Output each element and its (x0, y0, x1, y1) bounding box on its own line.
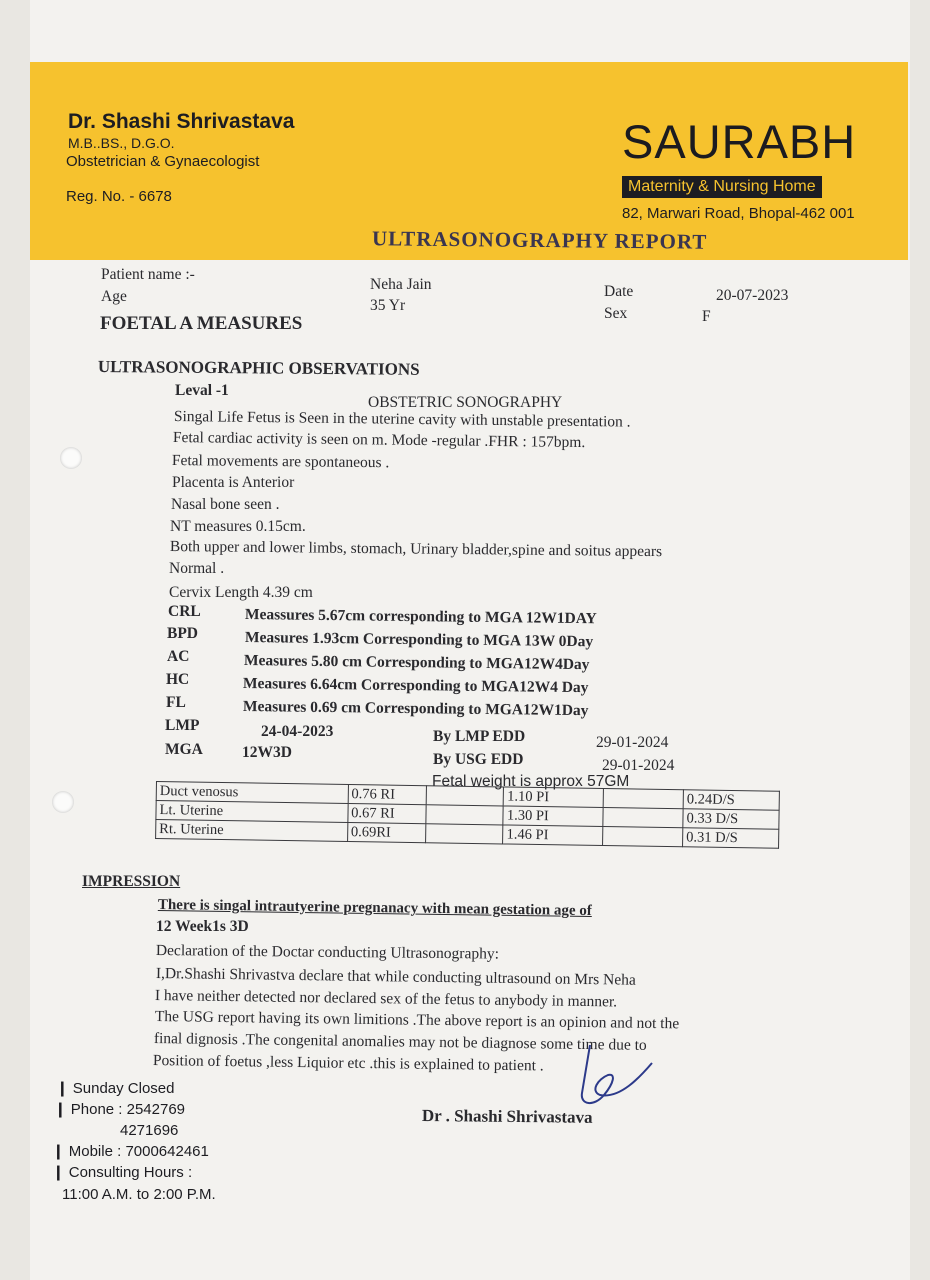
empty-cell (603, 789, 683, 809)
doctor-degrees: M.B..BS., D.G.O. (68, 135, 175, 151)
doctor-specialty: Obstetrician & Gynaecologist (66, 153, 260, 170)
measure-text: Meassures 5.67cm corresponding to MGA 12W1DAY (244, 606, 597, 628)
pi-cell: 1.30 PI (503, 806, 603, 827)
measure-text: Measures 5.80 cm Corresponding to MGA12W4Day (243, 652, 590, 674)
observation-line: Normal . (169, 560, 225, 577)
usg-edd-value: 29-01-2024 (602, 757, 675, 774)
footer-mobile-text: Mobile : 7000642461 (68, 1143, 209, 1160)
empty-cell (426, 786, 504, 806)
observation-line: Nasal bone seen . (171, 496, 280, 513)
pi-cell: 1.10 PI (504, 787, 604, 808)
impression-line: There is singal intrautyerine pregnanacy with mean gestation age of (157, 897, 592, 920)
clinic-address: 82, Marwari Road, Bhopal-462 001 (622, 205, 855, 222)
date-label: Date (604, 283, 634, 300)
declaration-line: Position of foetus ,less Liquior etc .this is explained to patient . (152, 1052, 544, 1075)
observation-line: Both upper and lower limbs, stomach, Urinary bladder,spine and soitus appears (169, 538, 663, 561)
age-label: Age (101, 288, 127, 305)
declaration-line: The USG report having its own limitions .The above report is an opinion and not the (154, 1008, 680, 1033)
level: Leval -1 (175, 382, 229, 399)
lmp-value: 24-04-2023 (261, 723, 334, 740)
footer-hours-label: ❙ Consulting Hours : (52, 1164, 193, 1181)
measure-label: FL (166, 694, 186, 711)
report-date: 20-07-2023 (716, 287, 789, 304)
declaration-line: Declaration of the Doctar conducting Ultrasonography: (155, 942, 500, 963)
empty-cell (425, 805, 503, 825)
sonography-type: OBSTETRIC SONOGRAPHY (368, 394, 563, 411)
observation-line: Fetal movements are spontaneous . (171, 452, 390, 472)
pi-cell: 1.46 PI (503, 825, 603, 846)
footer-phone2: 4271696 (120, 1122, 179, 1139)
brand-logo: SAURABH (622, 115, 857, 168)
measure-label: AC (167, 648, 190, 665)
mga-value: 12W3D (242, 744, 292, 761)
doctor-name: Dr. Shashi Shrivastava (68, 110, 295, 133)
ri-cell: 0.67 RI (348, 804, 426, 824)
sex-label: Sex (604, 305, 628, 322)
measure-label: CRL (168, 603, 201, 620)
footer-mobile: ❙ Mobile : 7000642461 (52, 1143, 209, 1160)
patient-name: Neha Jain (370, 276, 432, 293)
declaration-line: I,Dr.Shashi Shrivastva declare that while conducting ultrasound on Mrs Neha (155, 965, 636, 989)
impression-heading: IMPRESSION (82, 873, 181, 890)
footer-sunday-text: Sunday Closed (72, 1080, 175, 1097)
vessel-cell: Rt. Uterine (156, 820, 348, 842)
observations-heading: ULTRASONOGRAPHIC OBSERVATIONS (97, 357, 420, 379)
empty-cell (425, 824, 503, 844)
impression-line: 12 Week1s 3D (156, 918, 249, 935)
section-heading: FOETAL A MEASURES (100, 313, 303, 334)
report-title: ULTRASONOGRAPHY REPORT (371, 226, 708, 254)
measure-label: HC (166, 671, 190, 688)
usg-edd-label: By USG EDD (433, 751, 524, 768)
registration-number: Reg. No. - 6678 (66, 188, 172, 205)
vessel-cell: Lt. Uterine (156, 801, 348, 823)
observation-line: Fetal cardiac activity is seen on m. Mode -regular .FHR : 157bpm. (172, 429, 586, 452)
lmp-label: LMP (165, 717, 200, 734)
lmp-edd-label: By LMP EDD (433, 728, 526, 745)
measure-text: Measures 0.69 cm Corresponding to MGA12W1Day (242, 698, 589, 720)
observation-line: Singal Life Fetus is Seen in the uterine cavity with unstable presentation . (173, 408, 631, 431)
observation-line: NT measures 0.15cm. (170, 518, 306, 535)
ri-cell: 0.69RI (347, 823, 425, 843)
lmp-edd-value: 29-01-2024 (596, 734, 669, 751)
footer-hours-label-text: Consulting Hours : (68, 1164, 193, 1181)
fetal-weight: Fetal weight is approx 57GM (432, 773, 630, 790)
brand-tagline: Maternity & Nursing Home (622, 176, 822, 198)
mga-label: MGA (165, 741, 203, 758)
patient-sex: F (702, 308, 711, 325)
empty-cell (603, 808, 683, 828)
patient-name-label: Patient name :- (101, 266, 195, 283)
declaration-line: final dignosis .The congenital anomalies may not be diagnose some time due to (153, 1030, 647, 1054)
measure-text: Measures 6.64cm Corresponding to MGA12W4 Day (242, 675, 589, 697)
declaration-line: I have neither detected nor declared sex of the fetus to anybody in manner. (154, 987, 618, 1011)
ds-cell: 0.24D/S (683, 790, 779, 811)
ri-cell: 0.76 RI (348, 785, 426, 805)
measure-label: BPD (167, 625, 198, 642)
signature-name: Dr . Shashi Shrivastava (421, 1106, 593, 1127)
doppler-table (155, 781, 780, 849)
patient-age: 35 Yr (370, 297, 406, 314)
vessel-cell: Duct venosus (156, 782, 348, 804)
ds-cell: 0.33 D/S (683, 809, 779, 830)
punch-hole (60, 447, 82, 469)
footer-hours: 11:00 A.M. to 2:00 P.M. (62, 1186, 216, 1203)
footer-phone-text: Phone : 2542769 (70, 1101, 186, 1118)
observation-line: Cervix Length 4.39 cm (169, 584, 313, 601)
ds-cell: 0.31 D/S (683, 828, 779, 849)
measure-text: Measures 1.93cm Corresponding to MGA 13W 0Day (244, 629, 594, 651)
footer-phone: ❙ Phone : 2542769 (54, 1101, 186, 1118)
observation-line: Placenta is Anterior (172, 474, 295, 491)
empty-cell (603, 827, 683, 847)
footer-sunday: ❙ Sunday Closed (56, 1080, 175, 1097)
punch-hole (52, 791, 74, 813)
